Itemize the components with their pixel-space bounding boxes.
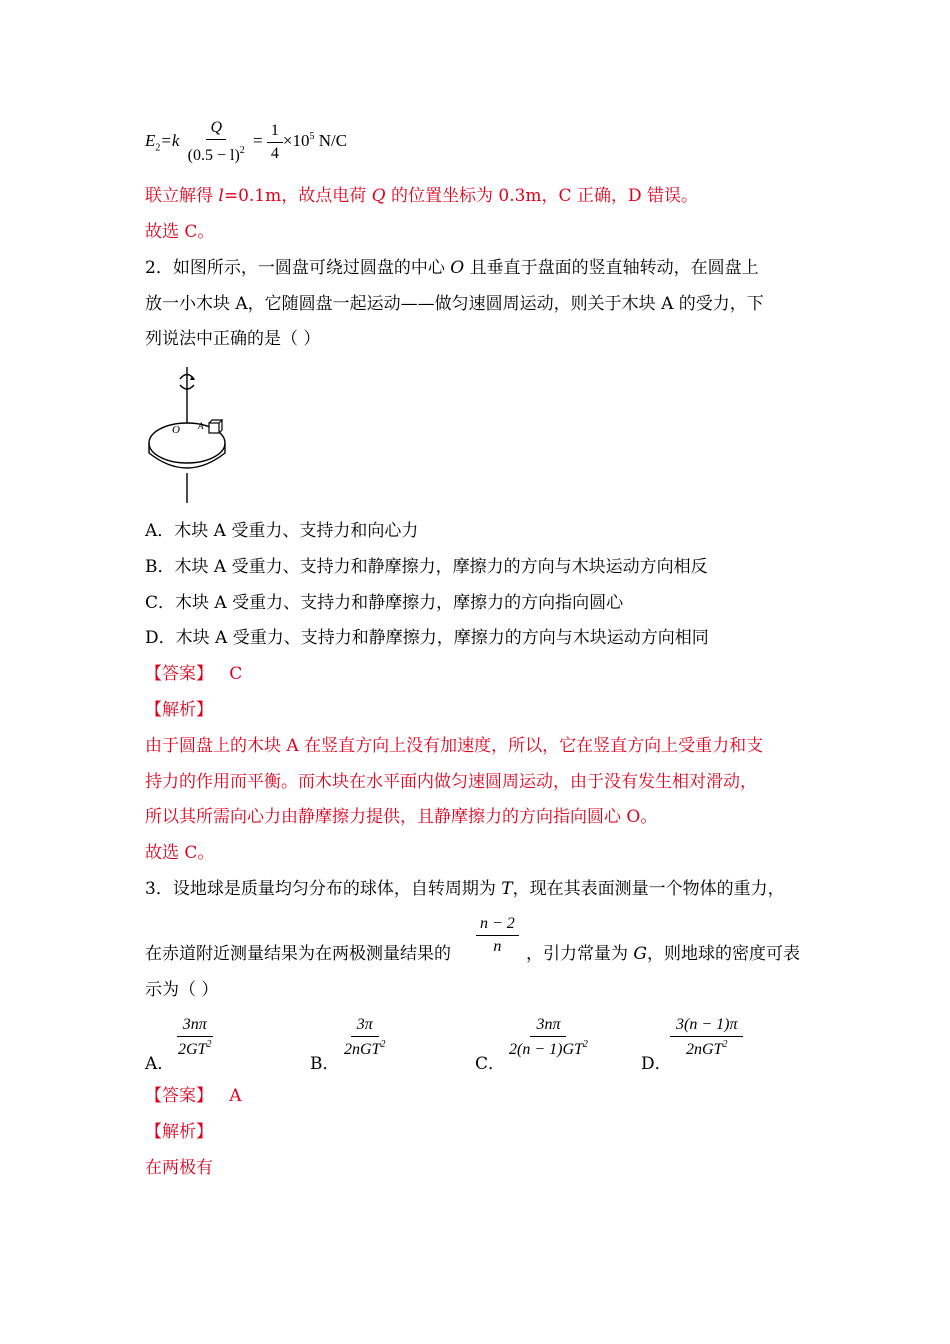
formula-eq: =k	[160, 130, 180, 150]
q3-option-b-frac	[338, 1016, 391, 1059]
question-3-line-3: 示为（ ）	[145, 980, 219, 1000]
text-seg: 3．设地球是质量均匀分布的球体，自转周期为	[145, 879, 502, 899]
formula-tail: ×10	[282, 130, 310, 150]
q3-answer-value: A	[229, 1086, 242, 1106]
q3-option-d-label: D．	[641, 1054, 672, 1074]
q3-option-a-frac	[172, 1016, 217, 1059]
var-o: O	[450, 258, 465, 278]
q3-c-sup: 2	[582, 1039, 588, 1050]
formula-den-wrap	[184, 140, 249, 166]
q3-option-d-frac	[670, 1016, 743, 1059]
text-seg: ，则地球的密度可表	[647, 944, 800, 964]
q3-a-num: 3nπ	[177, 1016, 213, 1037]
question-3-line-2a: 在赤道附近测量结果为在两极测量结果的	[145, 944, 451, 964]
var-l: l	[218, 186, 224, 206]
q3-d-den: 2nGT	[686, 1041, 723, 1058]
q3-d-sup: 2	[722, 1039, 728, 1050]
option-b: B．木块 A 受重力、支持力和静摩擦力，摩擦力的方向与木块运动方向相反	[145, 557, 708, 577]
answer-label: 【答案】	[145, 664, 213, 684]
text-seg: =0.1m，故点电荷	[223, 186, 372, 206]
formula-frac-1	[184, 118, 249, 166]
text-seg: ，现在其表面测量一个物体的重力，	[512, 879, 785, 899]
rotating-disc-figure	[140, 365, 250, 505]
ratio-num: n − 2	[476, 914, 519, 936]
var-q: Q	[371, 186, 386, 206]
formula-lhs-sub: 2	[155, 142, 161, 154]
formula-den: (0.5 − l)	[187, 147, 240, 164]
formula-den2: 4	[270, 144, 279, 162]
formula-unit: N/C	[314, 130, 348, 150]
text-seg: 2．如图所示，一圆盘可绕过圆盘的中心	[145, 258, 451, 278]
q3-answer-row	[145, 1084, 242, 1108]
text-seg: ，引力常量为	[526, 944, 634, 964]
q3-d-den-wrap	[680, 1037, 733, 1059]
analysis-line-1: 由于圆盘上的木块 A 在竖直方向上没有加速度，所以，它在竖直方向上受重力和支	[145, 736, 764, 756]
analysis-line-3: 所以其所需向心力由静摩擦力提供，且静摩擦力的方向指向圆心 O。	[145, 807, 658, 827]
var-g: G	[633, 944, 647, 964]
q3-c-num: 3nπ	[530, 1016, 566, 1037]
analysis-line-2: 持力的作用而平衡。而木块在水平面内做匀速圆周运动，由于没有发生相对滑动，	[145, 772, 757, 792]
q3-analysis-label: 【解析】	[145, 1122, 213, 1142]
analysis-label: 【解析】	[145, 700, 213, 720]
text-seg: 的位置坐标为 0.3m，C 正确，D 错误。	[385, 186, 699, 206]
text-seg: 且垂直于盘面的竖直轴转动，在圆盘上	[464, 258, 759, 278]
formula-eq2: =	[253, 130, 263, 150]
formula-lhs: E	[145, 130, 156, 150]
q3-a-den: 2GT	[178, 1041, 207, 1058]
question-2-line-3: 列说法中正确的是（ ）	[145, 329, 321, 349]
formula-den-sup: 2	[239, 145, 245, 156]
answer-row	[145, 662, 242, 686]
option-d: D．木块 A 受重力、支持力和静摩擦力，摩擦力的方向与木块运动方向相同	[145, 628, 709, 648]
q3-d-num: 3(n − 1)π	[670, 1016, 743, 1037]
solution-line-2: 故选 C。	[145, 222, 215, 242]
answer-value: C	[229, 664, 243, 684]
q3-analysis-line-1: 在两极有	[145, 1158, 213, 1178]
q3-option-b-label: B．	[310, 1054, 340, 1074]
q3-a-sup: 2	[206, 1039, 212, 1050]
formula-num2: 1	[267, 121, 283, 143]
formula-num: Q	[206, 118, 226, 140]
q3-b-den-wrap	[338, 1037, 391, 1059]
q3-b-sup: 2	[380, 1039, 386, 1050]
ratio-den: n	[493, 938, 502, 955]
q3-option-a-label: A．	[145, 1054, 175, 1074]
q3-b-den: 2nGT	[344, 1041, 381, 1058]
label-a: A	[198, 421, 204, 431]
q3-option-c-frac	[503, 1016, 594, 1059]
question-3-line-2b	[526, 942, 800, 966]
text-seg: 联立解得	[145, 186, 219, 206]
ratio-fraction	[476, 914, 519, 957]
formula-e2	[145, 118, 347, 166]
q3-answer-label: 【答案】	[145, 1086, 213, 1106]
question-3-line-1	[145, 877, 785, 901]
option-a: A．木块 A 受重力、支持力和向心力	[145, 521, 419, 541]
q3-c-den: 2(n − 1)GT	[509, 1041, 583, 1058]
var-t: T	[501, 879, 513, 899]
q3-c-den-wrap	[503, 1037, 594, 1059]
q3-option-c-label: C．	[475, 1054, 506, 1074]
question-2-line-2: 放一小木块 A，它随圆盘一起运动——做匀速圆周运动，则关于木块 A 的受力，下	[145, 294, 764, 314]
q3-b-num: 3π	[351, 1016, 379, 1037]
option-c: C．木块 A 受重力、支持力和静摩擦力，摩擦力的方向指向圆心	[145, 593, 624, 613]
q3-a-den-wrap	[172, 1037, 217, 1059]
formula-tail-sup: 5	[309, 130, 315, 142]
analysis-line-4: 故选 C。	[145, 843, 215, 863]
question-2-line-1	[145, 256, 759, 280]
solution-line-1	[145, 184, 698, 208]
formula-frac-2	[267, 121, 283, 164]
label-o: O	[172, 424, 180, 436]
